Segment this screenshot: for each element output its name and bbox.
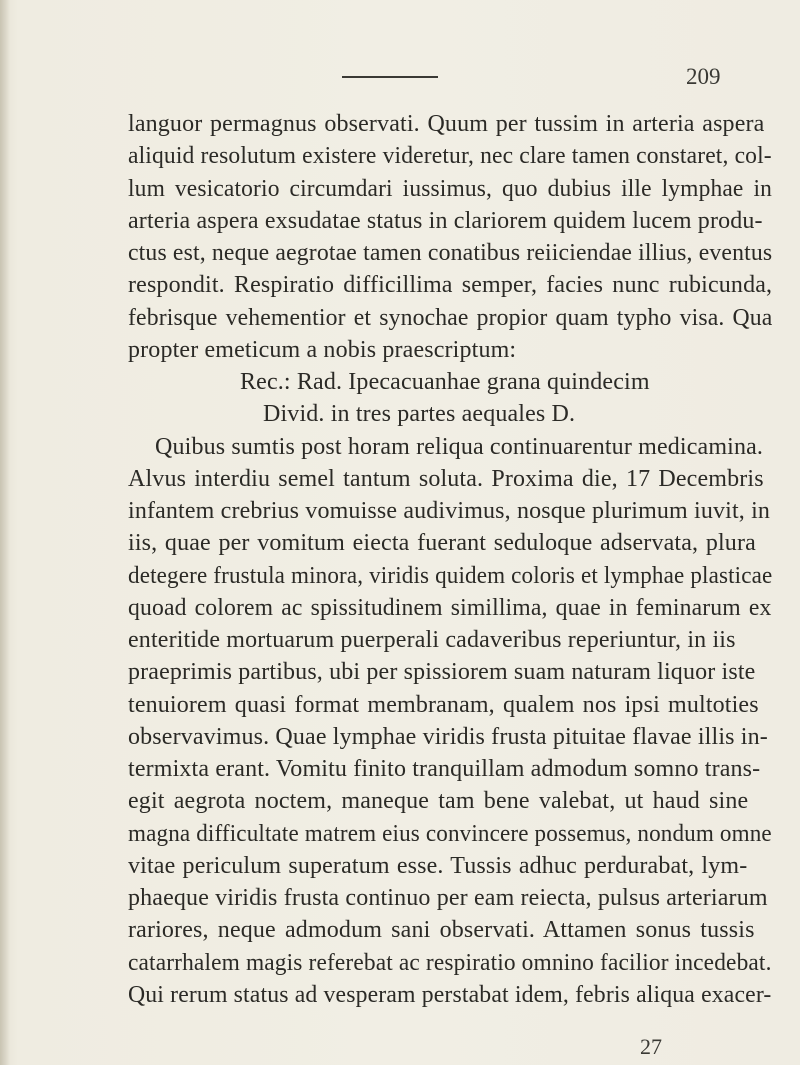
text-line: catarrhalem magis referebat ac respiratio omnino facilior incedebat. bbox=[128, 950, 772, 976]
text-line: iis, quae per vomitum eiecta fuerant seduloque adservata, plura bbox=[128, 530, 756, 556]
text-line: praeprimis partibus, ubi per spissiorem suam naturam liquor iste bbox=[128, 659, 756, 685]
text-line: Alvus interdiu semel tantum soluta. Proxima die, 17 Decembris bbox=[128, 466, 764, 492]
text-line: ctus est, neque aegrotae tamen conatibus reiiciendae illius, eventus bbox=[128, 240, 773, 266]
spine-shadow bbox=[0, 0, 10, 1065]
text-line: vitae periculum superatum esse. Tussis adhuc perdurabat, lym- bbox=[128, 853, 748, 879]
text-line: aliquid resolutum existere videretur, nec clare tamen constaret, col- bbox=[128, 143, 772, 169]
text-line: respondit. Respiratio difficillima semper, facies nunc rubicunda, bbox=[128, 272, 773, 298]
text-line: Quibus sumtis post horam reliqua continuarentur medicamina. bbox=[155, 434, 764, 460]
text-line: detegere frustula minora, viridis quidem coloris et lymphae plasticae bbox=[128, 563, 773, 589]
text-line: febrisque vehementior et synochae propior quam typho visa. Qua bbox=[128, 305, 773, 331]
text-line: languor permagnus observati. Quum per tussim in arteria aspera bbox=[128, 111, 765, 137]
signature-mark: 27 bbox=[640, 1034, 662, 1059]
text-line: observavimus. Quae lymphae viridis frusta pituitae flavae illis in- bbox=[128, 724, 768, 750]
text-line: tenuiorem quasi format membranam, qualem nos ipsi multoties bbox=[128, 692, 759, 718]
prescription-line: Rec.: Rad. Ipecacuanhae grana quindecim bbox=[240, 369, 650, 395]
text-line: magna difficultate matrem eius convincere possemus, nondum omne bbox=[128, 821, 772, 847]
text-line: Qui rerum status ad vesperam perstabat idem, febris aliqua exacer- bbox=[128, 982, 772, 1008]
header-rule bbox=[342, 76, 438, 78]
text-line: enteritide mortuarum puerperali cadaveribus reperiuntur, in iis bbox=[128, 627, 736, 653]
text-line: egit aegrota noctem, maneque tam bene valebat, ut haud sine bbox=[128, 788, 749, 814]
text-line: quoad colorem ac spissitudinem simillima, quae in feminarum ex bbox=[128, 595, 772, 621]
text-line: phaeque viridis frusta continuo per eam reiecta, pulsus arteriarum bbox=[128, 885, 768, 911]
prescription-line: Divid. in tres partes aequales D. bbox=[263, 401, 576, 427]
text-line: infantem crebrius vomuisse audivimus, nosque plurimum iuvit, in bbox=[128, 498, 771, 524]
text-line: rariores, neque admodum sani observati. Attamen sonus tussis bbox=[128, 917, 755, 943]
text-line: arteria aspera exsudatae status in clariorem quidem lucem produ- bbox=[128, 208, 763, 234]
page-number: 209 bbox=[686, 64, 721, 89]
text-line: lum vesicatorio circumdari iussimus, quo dubius ille lymphae in bbox=[128, 176, 773, 202]
text-line: propter emeticum a nobis praescriptum: bbox=[128, 337, 517, 363]
text-line: termixta erant. Vomitu finito tranquillam admodum somno trans- bbox=[128, 756, 761, 782]
